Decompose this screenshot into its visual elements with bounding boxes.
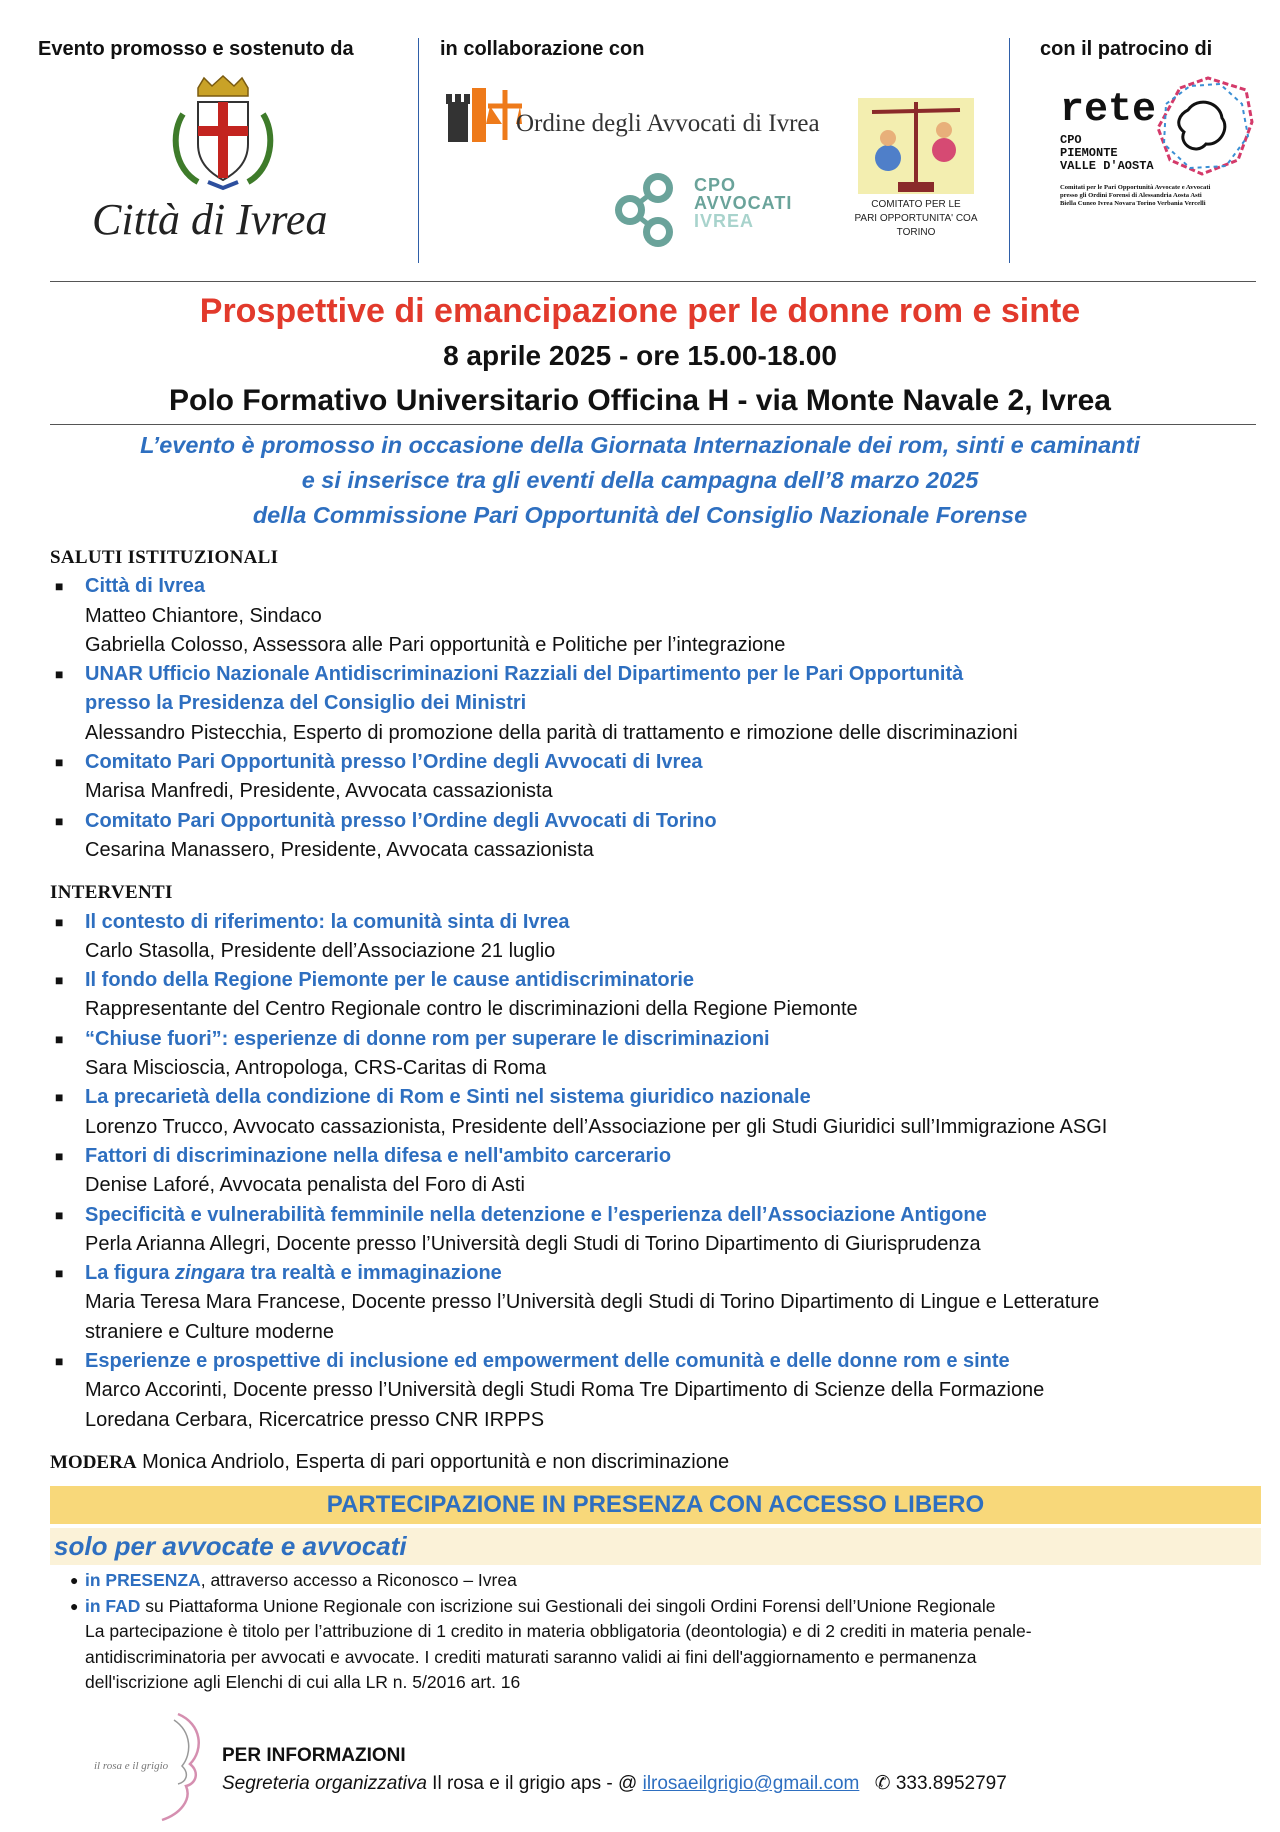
- event-title: Prospettive di emancipazione per le donne rom e sinte: [199, 292, 1081, 330]
- event-place: Polo Formativo Universitario Officina H - via Monte Navale 2, Ivrea: [169, 384, 1111, 417]
- comitato-torino-logo: [858, 98, 974, 194]
- divider-left: [418, 38, 419, 263]
- collab-label: in collaborazione con: [440, 38, 645, 60]
- promoter-label: Evento promosso e sostenuto da: [38, 38, 354, 60]
- phone-icon: ✆: [874, 1773, 891, 1794]
- event-intro: L’evento è promosso in occasione della Giornata Internazionale dei rom, sinti e caminanti e si inserisce tra gli eventi della campagna dell’8 marzo 2025 della Commissione Pari Opportunità del Consiglio Nazionale Forense: [140, 432, 1140, 528]
- event-date: 8 aprile 2025 - ore 15.00-18.00: [443, 340, 837, 371]
- header-rule: [50, 281, 1256, 282]
- participation-details: ● in PRESENZA, attraverso accesso a Riconosco – Ivrea ● in FAD su Piattaforma Unione Regionale con iscrizione sui Gestionali dei singoli Ordini Forensi dell’Unione Regionale La partecipazione è titolo per l’attribuzione di 1 credito in materia obbligatoria (deontologia) e di 2 crediti in materia penale- antidiscriminatoria per avvocati e avvocate. I crediti maturati saranno validi ai fini dell'aggiornamento e permanenza dell'iscrizione agli Elenchi di cui alla LR n. 5/2016 art. 16: [70, 1568, 1260, 1696]
- saluti-heading: SALUTI ISTITUZIONALI: [50, 547, 279, 568]
- bullet-icon: ■: [55, 1147, 64, 1164]
- list-item: ■ “Chiuse fuori”: esperienze di donne rom per superare le discriminazioni Sara Miscioscia, Antropologa, CRS-Caritas di Roma: [50, 1025, 1270, 1084]
- list-item: ■ Il fondo della Regione Piemonte per le cause antidiscriminatorie Rappresentante del Centro Regionale contro le discriminazioni della Regione Piemonte: [50, 966, 1270, 1025]
- city-logo-text: Città di Ivrea: [92, 195, 328, 244]
- interventi-heading: INTERVENTI: [50, 882, 173, 904]
- bullet-icon: ■: [55, 812, 64, 829]
- divider-right: [1009, 38, 1010, 263]
- rete-subtitle: CPO PIEMONTE VALLE D'AOSTA: [1060, 133, 1154, 173]
- ordine-logo-icon: [446, 84, 522, 142]
- comitato-torino-text: COMITATO PER LE PARI OPPORTUNITA' COA TORINO: [854, 199, 978, 238]
- list-item: ■ Città di Ivrea Matteo Chiantore, Sindaco Gabriella Colosso, Assessora alle Pari opportunità e Politiche per l’integrazione: [50, 572, 1270, 660]
- bullet-icon: ■: [55, 1206, 64, 1223]
- list-item: ■ Fattori di discriminazione nella difesa e nell'ambito carcerario Denise Laforé, Avvocata penalista del Foro di Asti: [50, 1142, 1270, 1201]
- info-block: [222, 1742, 1262, 1798]
- bullet-icon: ■: [55, 972, 64, 989]
- participation-sub: solo per avvocate e avvocati: [50, 1528, 1261, 1565]
- bullet-icon: ■: [55, 1030, 64, 1047]
- email-link[interactable]: ilrosaeilgrigio@gmail.com: [642, 1773, 860, 1794]
- city-crest-logo: [168, 74, 278, 194]
- list-item: ■ Specificità e vulnerabilità femminile nella detenzione e l’esperienza dell’Associazione Antigone Perla Arianna Allegri, Docente presso l’Università degli Studi di Torino Dipartimento di Giurisprudenza: [50, 1201, 1270, 1260]
- list-item: ■ Il contesto di riferimento: la comunità sinta di Ivrea Carlo Stasolla, Presidente dell’Associazione 21 luglio: [50, 908, 1270, 967]
- list-item: ■ Comitato Pari Opportunità presso l’Ordine degli Avvocati di Torino Cesarina Manassero, Presidente, Avvocata cassazionista: [50, 807, 1270, 866]
- list-item: ● in FAD su Piattaforma Unione Regionale con iscrizione sui Gestionali dei singoli Ordini Forensi dell’Unione Regionale: [70, 1594, 1260, 1620]
- cpo-logo-icon: [608, 170, 688, 250]
- bullet-icon: ■: [55, 1353, 64, 1370]
- list-item: ■ La figura zingara tra realtà e immaginazione Maria Teresa Mara Francese, Docente presso l’Università degli Studi di Torino Dipartimento di Lingue e Letterature straniere e Culture moderne: [50, 1259, 1270, 1347]
- bullet-icon: ●: [70, 1572, 79, 1588]
- bullet-icon: ■: [55, 666, 64, 683]
- list-item: ● in PRESENZA, attraverso accesso a Riconosco – Ivrea: [70, 1568, 1260, 1594]
- list-item: ■ Comitato Pari Opportunità presso l’Ordine degli Avvocati di Ivrea Marisa Manfredi, Presidente, Avvocata cassazionista: [50, 748, 1270, 807]
- list-item: ■ Esperienze e prospettive di inclusione ed empowerment delle comunità e delle donne rom e sinte Marco Accorinti, Docente presso l’Università degli Studi Roma Tre Dipartimento di Scienze della Formazione Loredana Cerbara, Ricercatrice presso CNR IRPPS: [50, 1347, 1270, 1435]
- info-contact: Segreteria organizzativa Il rosa e il grigio aps - @ ilrosaeilgrigio@gmail.com ✆ 333.8952797: [222, 1773, 1007, 1794]
- modera: MODERA Monica Andriolo, Esperta di pari opportunità e non discriminazione: [50, 1450, 730, 1473]
- participation-band: PARTECIPAZIONE IN PRESENZA CON ACCESSO LIBERO: [50, 1486, 1261, 1524]
- ordine-logo-text: Ordine degli Avvocati di Ivrea: [516, 110, 820, 137]
- bullet-icon: ■: [55, 913, 64, 930]
- bullet-icon: ■: [55, 754, 64, 771]
- bullet-icon: ■: [55, 1265, 64, 1282]
- bullet-icon: ●: [70, 1597, 79, 1614]
- list-item: ■ UNAR Ufficio Nazionale Antidiscriminazioni Razziali del Dipartimento per le Pari Opportunità presso la Presidenza del Consiglio dei Ministri Alessandro Pistecchia, Esperto di promozione della parità di trattamento e rimozione delle discriminazioni: [50, 660, 1270, 748]
- rete-title: rete: [1060, 88, 1157, 133]
- rete-map-logo: [1150, 74, 1258, 182]
- bullet-icon: ■: [55, 1089, 64, 1106]
- info-title: PER INFORMAZIONI: [222, 1745, 406, 1766]
- rosa-grigio-logo: il rosa e il grigio: [92, 1710, 222, 1825]
- bullet-icon: ■: [55, 578, 64, 595]
- rete-small-text: Comitati per le Pari Opportunità Avvocate e Avvocati presso gli Ordini Forensi di Alessandria Aosta Asti Biella Cuneo Ivrea Novara Torino Verbania Vercelli: [1060, 184, 1211, 207]
- cpo-logo-text: CPO AVVOCATI IVREA: [694, 175, 793, 231]
- list-item: ■ La precarietà della condizione di Rom e Sinti nel sistema giuridico nazionale Lorenzo Trucco, Avvocato cassazionista, Presidente dell’Associazione per gli Studi Giuridici sull’Immigrazione ASGI: [50, 1083, 1270, 1142]
- title-rule: [50, 424, 1256, 425]
- patron-label: con il patrocino di: [1040, 38, 1213, 60]
- phone-number: 333.8952797: [895, 1773, 1007, 1794]
- header-logos: [0, 0, 1280, 280]
- program: [50, 543, 1270, 1477]
